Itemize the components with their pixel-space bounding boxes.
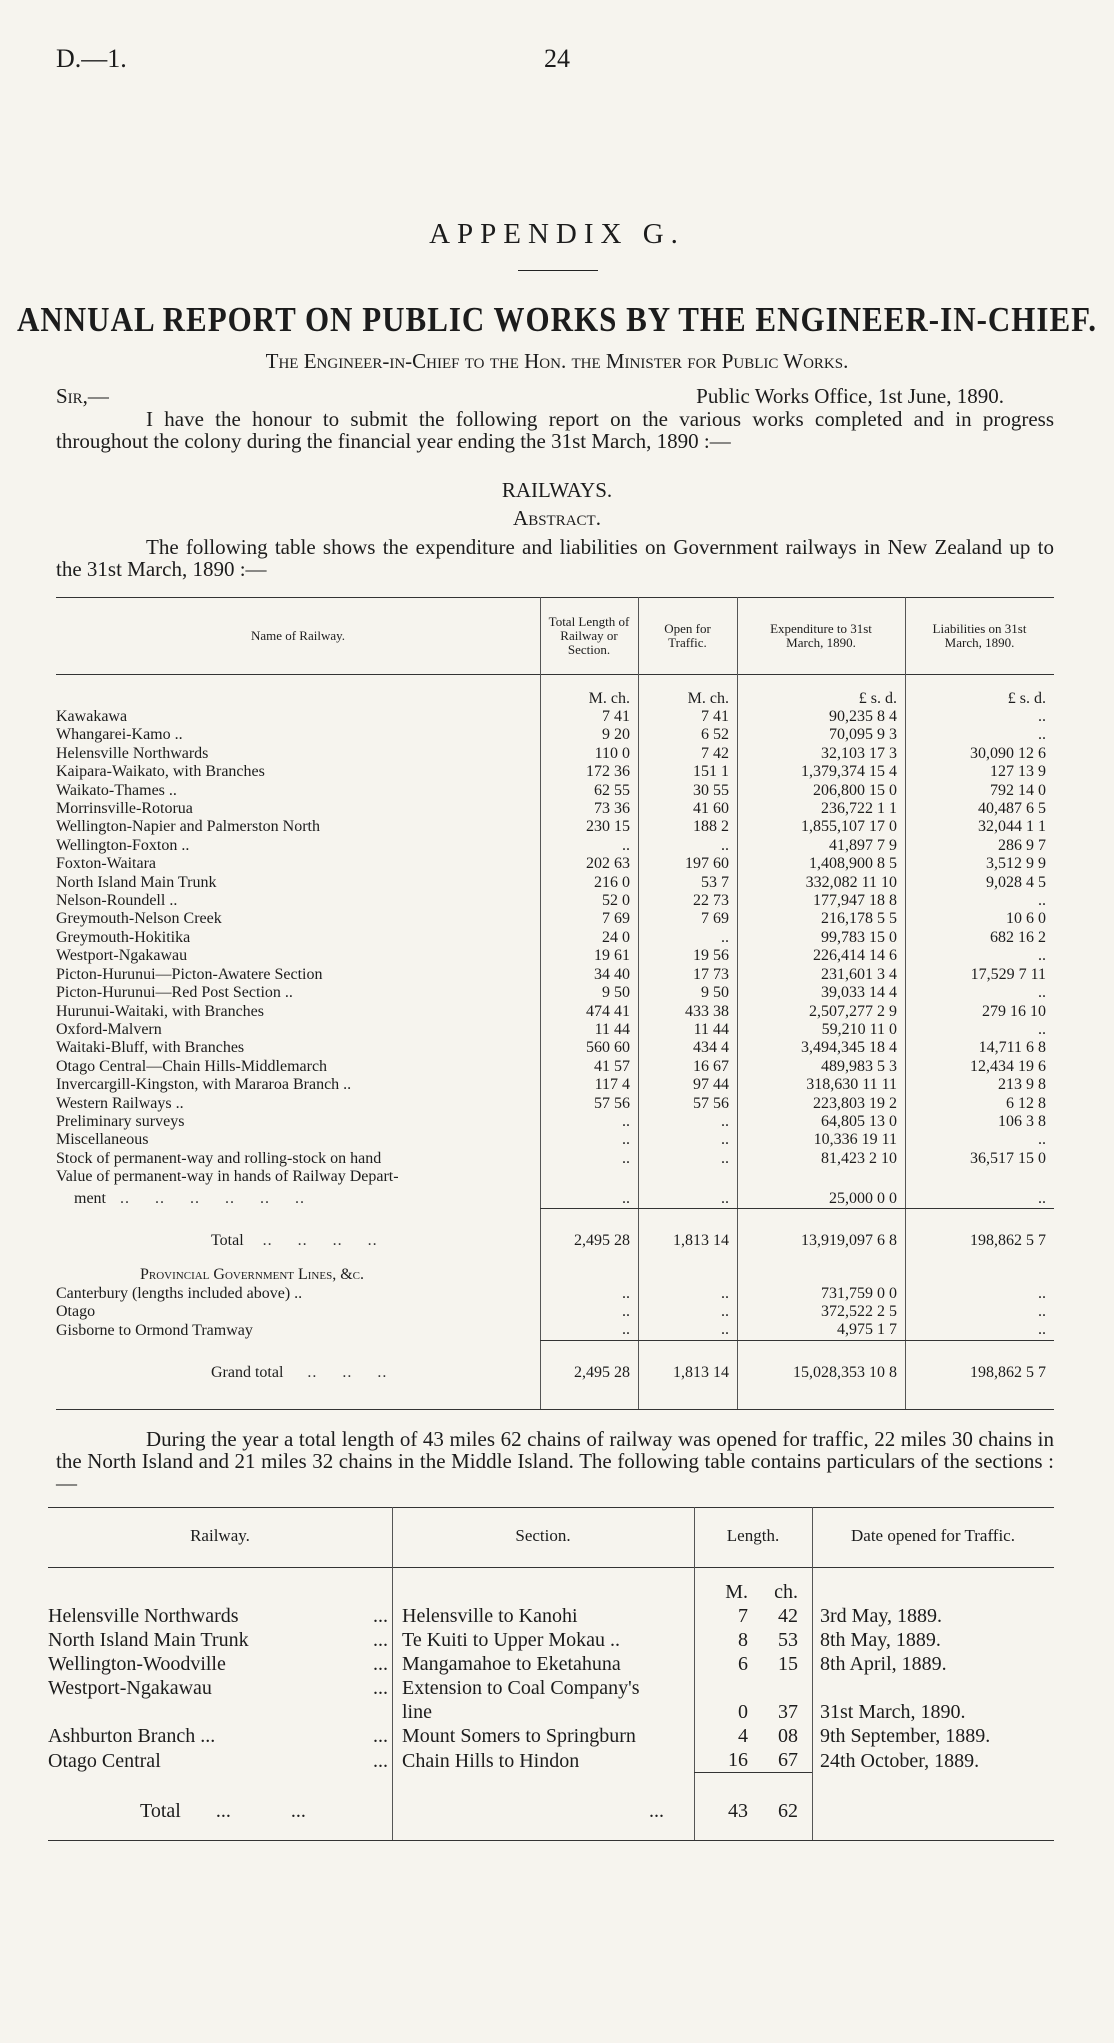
- railway-name: Whangarei-Kamo ..: [56, 726, 183, 744]
- length-cell: 7 69: [602, 910, 630, 928]
- length-cell: ..: [622, 1131, 630, 1149]
- expenditure-cell: 70,095 9 3: [829, 726, 897, 744]
- table-row: [56, 947, 1054, 965]
- section-chains: 42: [778, 1605, 798, 1627]
- length-cell: 73 36: [594, 800, 630, 818]
- t2-header-railway: Railway.: [190, 1526, 250, 1545]
- expenditure-cell: 41,897 7 9: [829, 836, 897, 854]
- railway-name: Waikato-Thames ..: [56, 781, 177, 799]
- section-row: ... Wellington-Woodville Mangamahoe to Eketahuna 6 15 8th April, 1889.: [48, 1652, 1054, 1676]
- railway-name: Hurunui-Waitaki, with Branches: [56, 1002, 264, 1020]
- table1-bottom-rule: [56, 1409, 1054, 1410]
- table-row: [56, 929, 1054, 947]
- section-chains: 15: [778, 1653, 798, 1675]
- t2-header-section: Section.: [515, 1526, 571, 1545]
- t2-total-row: Total ... ... ... 43 62: [48, 1773, 1054, 1823]
- section-chains: 37: [778, 1701, 798, 1723]
- section-chains: 08: [778, 1725, 798, 1747]
- grand-total-liab: 198,862 5 7: [905, 1340, 1054, 1382]
- railway-name: North Island Main Trunk: [56, 873, 217, 891]
- t2-header-date: Date opened for Traffic.: [851, 1526, 1015, 1545]
- liabilities-cell: ..: [1038, 1284, 1046, 1302]
- open-cell: 151 1: [693, 763, 729, 781]
- provincial-name: Canterbury (lengths included above) ..: [56, 1284, 303, 1302]
- open-cell: 19 56: [693, 947, 729, 965]
- table1-body: [56, 708, 1054, 1168]
- open-cell: ..: [721, 1284, 729, 1302]
- liabilities-cell: ..: [1038, 1302, 1046, 1320]
- length-cell: 117 4: [594, 1076, 630, 1094]
- railway-expenditure-table: [56, 598, 1054, 1382]
- open-cell: 434 4: [693, 1039, 729, 1057]
- value-liab: ..: [1038, 1189, 1046, 1207]
- liabilities-cell: 32,044 1 1: [978, 818, 1046, 836]
- open-cell: 97 44: [693, 1076, 729, 1094]
- total-liab: 198,862 5 7: [905, 1209, 1054, 1251]
- liabilities-cell: 127 13 9: [990, 763, 1046, 781]
- open-cell: 433 38: [685, 1002, 729, 1020]
- expenditure-cell: 39,033 14 4: [821, 984, 897, 1002]
- section-name: line: [402, 1701, 432, 1723]
- section-miles: 0: [738, 1701, 748, 1723]
- length-cell: 9 50: [602, 984, 630, 1002]
- liabilities-cell: ..: [1038, 892, 1046, 910]
- total-label: Total: [211, 1232, 244, 1250]
- provincial-heading: Provincial Government Lines, &c.: [140, 1266, 364, 1284]
- t2-header-length: Length.: [726, 1526, 780, 1545]
- table-row: [56, 966, 1054, 984]
- table-row: [56, 726, 1054, 744]
- open-cell: 53 7: [701, 873, 729, 891]
- expenditure-cell: 177,947 18 8: [813, 892, 897, 910]
- railway-name: Picton-Hurunui—Picton-Awatere Section: [56, 965, 323, 983]
- expenditure-cell: 236,722 1 1: [821, 800, 897, 818]
- railway-name: Nelson-Roundell ..: [56, 892, 178, 910]
- provincial-row: [56, 1303, 1054, 1321]
- table2-bottom-rule: [48, 1840, 1054, 1841]
- length-cell: 57 56: [594, 1094, 630, 1112]
- value-open: ..: [721, 1189, 729, 1207]
- liabilities-cell: ..: [1038, 947, 1046, 965]
- liabilities-cell: 279 16 10: [982, 1002, 1046, 1020]
- intro-paragraph: I have the honour to submit the following report on the various works completed and in progress throughout the colony during the financial year ending the 31st March, 1890 :—: [56, 407, 1054, 453]
- open-cell: 17 73: [693, 965, 729, 983]
- table-row: [56, 855, 1054, 873]
- section-date: 8th April, 1889.: [820, 1653, 947, 1675]
- section-row: ... Otago Central Chain Hills to Hindon 16 67 24th October, 1889.: [48, 1748, 1054, 1773]
- open-cell: 7 69: [701, 910, 729, 928]
- railway-name: Picton-Hurunui—Red Post Section ..: [56, 984, 293, 1002]
- liabilities-cell: 682 16 2: [990, 928, 1046, 946]
- length-cell: 230 15: [586, 818, 630, 836]
- total-row: Total .. .. .. .. 2,495 28 1,813 14 13,919,097 6 8 198,862 5 7: [56, 1209, 1054, 1251]
- provincial-name: Otago: [56, 1302, 96, 1320]
- open-cell: ..: [721, 1321, 729, 1339]
- provincial-row: [56, 1321, 1054, 1340]
- section-railway: Westport-Ngakawau: [48, 1677, 212, 1699]
- railway-name: Greymouth-Hokitika: [56, 928, 191, 946]
- expenditure-cell: 731,759 0 0: [821, 1284, 897, 1302]
- section-miles: 6: [738, 1653, 748, 1675]
- page-title: ANNUAL REPORT ON PUBLIC WORKS BY THE ENGINEER-IN-CHIEF.: [17, 299, 1097, 340]
- length-cell: 41 57: [594, 1057, 630, 1075]
- header-length: Total Length of Railway or Section.: [548, 614, 630, 657]
- length-cell: 172 36: [586, 763, 630, 781]
- table-row: [56, 1039, 1054, 1057]
- length-cell: 19 61: [594, 947, 630, 965]
- length-cell: 11 44: [594, 1020, 630, 1038]
- expenditure-cell: 206,800 15 0: [813, 781, 897, 799]
- table-row: [56, 1058, 1054, 1076]
- length-cell: 52 0: [602, 892, 630, 910]
- liabilities-cell: ..: [1038, 708, 1046, 725]
- table-row: [56, 745, 1054, 763]
- value-row-label-1: Value of permanent-way in hands of Railway Depart-: [56, 1168, 399, 1186]
- header-expenditure: Expenditure to 31st March, 1890.: [770, 621, 872, 650]
- length-cell: ..: [622, 1284, 630, 1302]
- length-cell: 560 60: [586, 1039, 630, 1057]
- expenditure-cell: 372,522 2 5: [821, 1302, 897, 1320]
- length-cell: 34 40: [594, 965, 630, 983]
- length-cell: 216 0: [594, 873, 630, 891]
- liabilities-cell: ..: [1038, 984, 1046, 1002]
- t2-units-row: [48, 1564, 1054, 1604]
- expenditure-cell: 3,494,345 18 4: [801, 1039, 897, 1057]
- liabilities-cell: 14,711 6 8: [978, 1039, 1046, 1057]
- section-miles: 16: [728, 1749, 748, 1771]
- open-cell: 7 42: [701, 744, 729, 762]
- section-miles: 7: [738, 1605, 748, 1627]
- section-date: 24th October, 1889.: [820, 1749, 980, 1772]
- open-cell: ..: [721, 1302, 729, 1320]
- provincial-row: [56, 1285, 1054, 1303]
- expenditure-cell: 231,601 3 4: [821, 965, 897, 983]
- grand-total-label: Grand total: [211, 1363, 284, 1381]
- header-open: Open for Traffic.: [664, 621, 711, 650]
- section-miles: [694, 1676, 754, 1700]
- section-chains: 67: [778, 1749, 798, 1771]
- railway-name: Morrinsville-Rotorua: [56, 800, 193, 818]
- section-row: ... Helensville Northwards Helensville to Kanohi 7 42 3rd May, 1889.: [48, 1604, 1054, 1628]
- section-date: 9th September, 1889.: [820, 1725, 991, 1747]
- t2-total-ch: 62: [754, 1773, 812, 1823]
- liabilities-cell: 9,028 4 5: [986, 873, 1046, 891]
- liabilities-cell: 40,487 6 5: [978, 800, 1046, 818]
- section-row: ... North Island Main Trunk Te Kuiti to Upper Mokau .. 8 53 8th May, 1889.: [48, 1628, 1054, 1652]
- railway-name: Wellington-Napier and Palmerston North: [56, 818, 320, 836]
- section-date: 8th May, 1889.: [820, 1629, 941, 1651]
- liabilities-cell: 10 6 0: [1006, 910, 1046, 928]
- railway-name: Miscellaneous: [56, 1131, 149, 1149]
- expenditure-cell: 10,336 19 11: [813, 1131, 897, 1149]
- provincial-body: [56, 1285, 1054, 1341]
- railway-name: Invercargill-Kingston, with Mararoa Branch ..: [56, 1076, 352, 1094]
- table-row: [56, 708, 1054, 726]
- section-date: 31st March, 1890.: [820, 1701, 966, 1723]
- section-name: Mount Somers to Springburn: [402, 1725, 636, 1747]
- expenditure-cell: 226,414 14 6: [813, 947, 897, 965]
- table-row: [56, 1095, 1054, 1113]
- value-exp: 25,000 0 0: [829, 1189, 897, 1207]
- expenditure-cell: 99,783 15 0: [821, 928, 897, 946]
- section-railway: Ashburton Branch ...: [48, 1725, 216, 1747]
- unit-expenditure: £ s. d.: [858, 689, 897, 707]
- length-cell: ..: [622, 1302, 630, 1320]
- open-cell: 41 60: [693, 800, 729, 818]
- table2-body: [48, 1604, 1054, 1773]
- liabilities-cell: 792 14 0: [990, 781, 1046, 799]
- t2-unit-miles: M.: [725, 1581, 748, 1603]
- length-cell: 62 55: [594, 781, 630, 799]
- table1-header-row: [56, 598, 1054, 674]
- section-miles: 4: [738, 1725, 748, 1747]
- table1-intro: The following table shows the expenditure and liabilities on Government railways in New Zealand up to the 31st March, 1890 :—: [56, 535, 1054, 581]
- appendix-heading: APPENDIX G.: [429, 218, 685, 250]
- section-heading: RAILWAYS.: [501, 478, 613, 502]
- table-row: [56, 800, 1054, 818]
- title-divider: [518, 270, 598, 271]
- expenditure-cell: 1,855,107 17 0: [801, 818, 897, 836]
- railway-name: Western Railways ..: [56, 1094, 184, 1112]
- open-cell: ..: [721, 928, 729, 946]
- table-row: [56, 874, 1054, 892]
- liabilities-cell: ..: [1038, 1131, 1046, 1149]
- railway-name: Wellington-Foxton ..: [56, 836, 190, 854]
- open-cell: 30 55: [693, 781, 729, 799]
- liabilities-cell: 12,434 19 6: [970, 1057, 1046, 1075]
- sections-paragraph: During the year a total length of 43 miles 62 chains of railway was opened for traffic, 22 miles 30 chains in the North Island and 21 miles 32 chains in the Middle Island. The following table contains particulars of the sections :—: [56, 1427, 1054, 1495]
- section-chains: [754, 1676, 812, 1700]
- expenditure-cell: 64,805 13 0: [821, 1112, 897, 1130]
- liabilities-cell: 286 9 7: [998, 836, 1046, 854]
- provincial-name: Gisborne to Ormond Tramway: [56, 1321, 253, 1339]
- length-cell: 9 20: [602, 726, 630, 744]
- section-miles: 8: [738, 1629, 748, 1651]
- section-chains: 53: [778, 1629, 798, 1651]
- open-cell: ..: [721, 1149, 729, 1167]
- expenditure-cell: 489,983 5 3: [821, 1057, 897, 1075]
- expenditure-cell: 32,103 17 3: [821, 744, 897, 762]
- railway-name: Westport-Ngakawau: [56, 947, 188, 965]
- value-row-label-2: ment: [74, 1190, 106, 1208]
- t2-total-label: Total: [140, 1799, 181, 1822]
- open-cell: 9 50: [701, 984, 729, 1002]
- table1-units-row: [56, 674, 1054, 708]
- section-row: ... Ashburton Branch ... Mount Somers to Springburn 4 08 9th September, 1889.: [48, 1724, 1054, 1748]
- length-cell: 24 0: [602, 928, 630, 946]
- unit-length: M. ch.: [588, 689, 630, 707]
- t2-total-m: 43: [694, 1773, 754, 1823]
- table2-header-row: [48, 1508, 1054, 1564]
- section-row: [48, 1700, 1054, 1724]
- length-cell: ..: [622, 1112, 630, 1130]
- liabilities-cell: 106 3 8: [998, 1112, 1046, 1130]
- abstract-heading: Abstract.: [513, 506, 601, 530]
- unit-open: M. ch.: [687, 689, 729, 707]
- section-date: 3rd May, 1889.: [820, 1605, 943, 1627]
- railway-name: Stock of permanent-way and rolling-stock on hand: [56, 1149, 382, 1167]
- table-row: [56, 782, 1054, 800]
- table-row: [56, 1076, 1054, 1094]
- sections-opened-table: [48, 1508, 1054, 1823]
- length-cell: 110 0: [594, 744, 630, 762]
- railway-name: Greymouth-Nelson Creek: [56, 910, 222, 928]
- section-railway: Otago Central: [48, 1749, 161, 1772]
- section-railway: North Island Main Trunk: [48, 1629, 249, 1651]
- table-row: [56, 1150, 1054, 1168]
- t2-unit-chains: ch.: [774, 1581, 798, 1603]
- section-name: Helensville to Kanohi: [402, 1605, 578, 1627]
- railway-name: Foxton-Waitara: [56, 855, 157, 873]
- open-cell: 197 60: [685, 855, 729, 873]
- value-length: ..: [622, 1189, 630, 1207]
- length-cell: ..: [622, 1149, 630, 1167]
- length-cell: ..: [622, 1321, 630, 1339]
- railway-name: Otago Central—Chain Hills-Middlemarch: [56, 1057, 328, 1075]
- total-open: 1,813 14: [638, 1209, 737, 1251]
- expenditure-cell: 332,082 11 10: [805, 873, 897, 891]
- table-row: [56, 910, 1054, 928]
- table-row: [56, 763, 1054, 781]
- open-cell: 16 67: [693, 1057, 729, 1075]
- grand-total-length: 2,495 28: [540, 1340, 638, 1382]
- liabilities-cell: ..: [1038, 1020, 1046, 1038]
- open-cell: 22 73: [693, 892, 729, 910]
- table-row: [56, 1113, 1054, 1131]
- table-row: [56, 1003, 1054, 1021]
- liabilities-cell: 3,512 9 9: [986, 855, 1046, 873]
- railway-name: Kaipara-Waikato, with Branches: [56, 763, 265, 781]
- section-date: [812, 1676, 1054, 1700]
- length-cell: 474 41: [586, 1002, 630, 1020]
- liabilities-cell: 213 9 8: [998, 1076, 1046, 1094]
- liabilities-cell: 17,529 7 11: [970, 965, 1046, 983]
- section-row: ... Westport-Ngakawau Extension to Coal Company's: [48, 1676, 1054, 1700]
- expenditure-cell: 223,803 19 2: [813, 1094, 897, 1112]
- open-cell: ..: [721, 1112, 729, 1130]
- header-name: Name of Railway.: [250, 628, 346, 643]
- expenditure-cell: 216,178 5 5: [821, 910, 897, 928]
- provincial-heading-row: [56, 1251, 1054, 1285]
- railway-name: Helensville Northwards: [56, 744, 209, 762]
- section-name: Chain Hills to Hindon: [402, 1749, 580, 1772]
- length-cell: 7 41: [602, 708, 630, 725]
- table-row: [56, 818, 1054, 836]
- table-row: [56, 1021, 1054, 1039]
- header-liabilities: Liabilities on 31st March, 1890.: [932, 621, 1027, 650]
- railway-name: Kawakawa: [56, 708, 128, 725]
- open-cell: 11 44: [693, 1020, 729, 1038]
- table-row: [56, 837, 1054, 855]
- open-cell: ..: [721, 836, 729, 854]
- length-cell: ..: [622, 836, 630, 854]
- section-name: Te Kuiti to Upper Mokau ..: [402, 1629, 621, 1651]
- length-cell: 202 63: [586, 855, 630, 873]
- liabilities-cell: ..: [1038, 1321, 1046, 1339]
- document-code: D.—1.: [56, 44, 127, 73]
- railway-name: Waitaki-Bluff, with Branches: [56, 1039, 245, 1057]
- open-cell: 7 41: [701, 708, 729, 725]
- salutation: Sir,—: [56, 384, 109, 408]
- section-name: Mangamahoe to Eketahuna: [402, 1653, 621, 1675]
- unit-liabilities: £ s. d.: [1007, 689, 1046, 707]
- expenditure-cell: 1,379,374 15 4: [801, 763, 897, 781]
- section-railway: Wellington-Woodville: [48, 1653, 226, 1675]
- liabilities-cell: 6 12 8: [1006, 1094, 1046, 1112]
- liabilities-cell: ..: [1038, 726, 1046, 744]
- open-cell: 188 2: [693, 818, 729, 836]
- section-name: Extension to Coal Company's: [402, 1677, 640, 1699]
- expenditure-cell: 2,507,277 2 9: [809, 1002, 897, 1020]
- open-cell: 57 56: [693, 1094, 729, 1112]
- table-row: [56, 892, 1054, 910]
- addressee-line: The Engineer-in-Chief to the Hon. the Minister for Public Works.: [265, 349, 849, 373]
- office-date: Public Works Office, 1st June, 1890.: [696, 384, 1004, 408]
- grand-total-open: 1,813 14: [638, 1340, 737, 1382]
- section-railway: Helensville Northwards: [48, 1605, 239, 1627]
- table-row: [56, 1131, 1054, 1149]
- open-cell: ..: [721, 1131, 729, 1149]
- total-length: 2,495 28: [540, 1209, 638, 1251]
- expenditure-cell: 81,423 2 10: [821, 1149, 897, 1167]
- railway-name: Oxford-Malvern: [56, 1020, 162, 1038]
- expenditure-cell: 318,630 11 11: [806, 1076, 897, 1094]
- grand-total-row: Grand total .. .. .. 2,495 28 1,813 14 15,028,353 10 8 198,862 5 7: [56, 1340, 1054, 1382]
- liabilities-cell: 36,517 15 0: [970, 1149, 1046, 1167]
- expenditure-cell: 4,975 1 7: [837, 1321, 897, 1339]
- total-exp: 13,919,097 6 8: [737, 1209, 905, 1251]
- expenditure-cell: 1,408,900 8 5: [809, 855, 897, 873]
- open-cell: 6 52: [701, 726, 729, 744]
- value-row: [56, 1168, 1054, 1186]
- railway-name: Preliminary surveys: [56, 1112, 185, 1130]
- grand-total-exp: 15,028,353 10 8: [737, 1340, 905, 1382]
- expenditure-cell: 90,235 8 4: [829, 708, 897, 725]
- value-row-cont: ment .. .. .. .. .. .. .. .. 25,000 0 0 ..: [56, 1187, 1054, 1209]
- table-row: [56, 984, 1054, 1002]
- expenditure-cell: 59,210 11 0: [821, 1020, 897, 1038]
- page-number: 24: [544, 44, 570, 73]
- liabilities-cell: 30,090 12 6: [970, 744, 1046, 762]
